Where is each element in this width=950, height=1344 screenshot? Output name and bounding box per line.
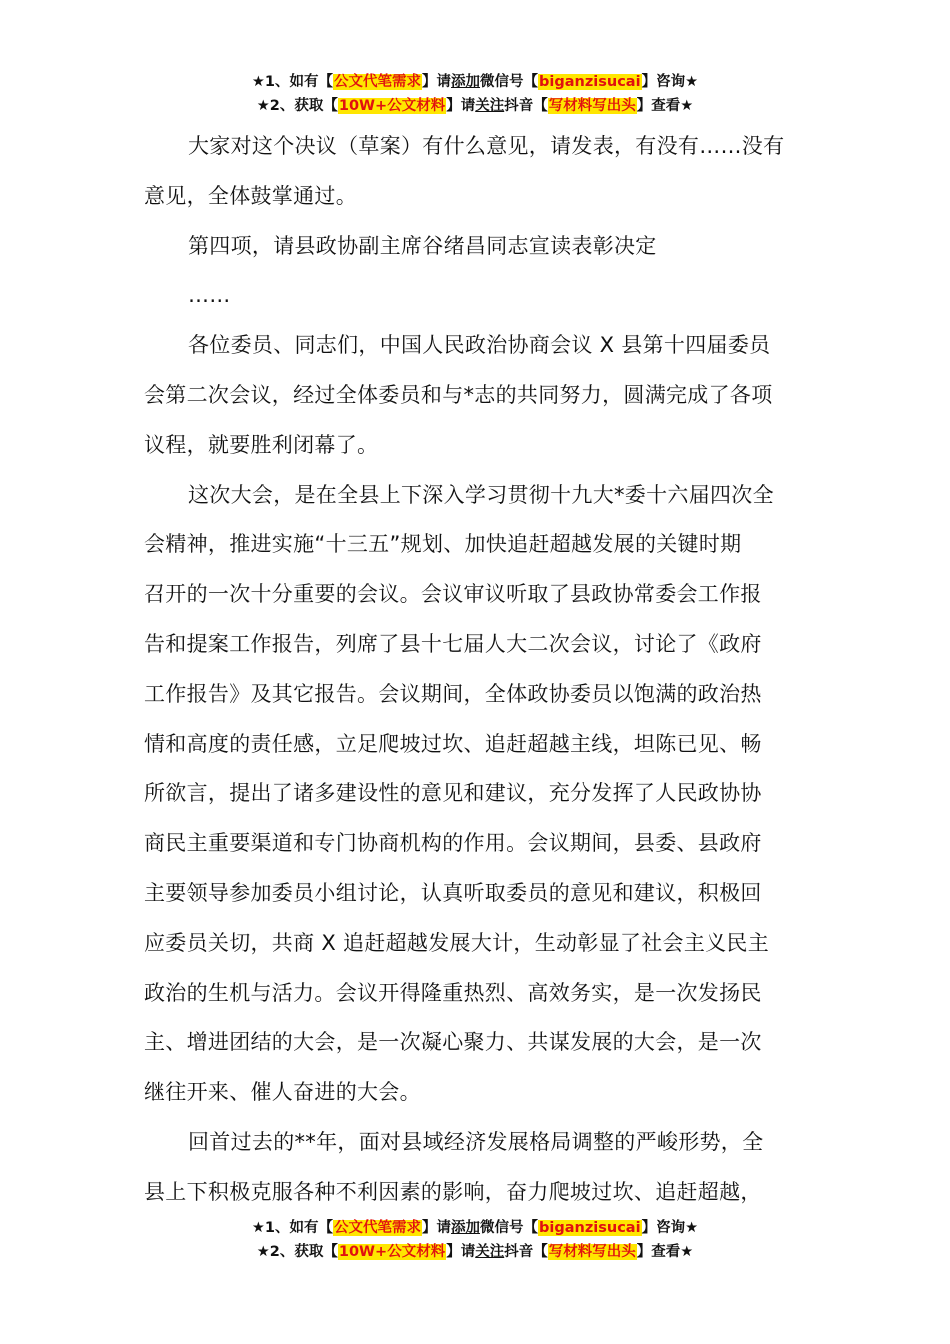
banner-highlight: biganzisucai (539, 1220, 641, 1236)
banner-text: 添加 (451, 1220, 481, 1236)
banner-text: ★1、如有【 (251, 74, 334, 90)
banner-highlight: biganzisucai (539, 74, 641, 90)
document-body (144, 122, 806, 1218)
paragraph-line: 政治的生机与活力。会议开得隆重热烈、高效务实，是一次发扬民 (144, 980, 762, 1005)
paragraph-line: 主要领导参加委员小组讨论，认真听取委员的意见和建议，积极回 (144, 880, 762, 905)
paragraph-line: 县上下积极克服各种不利因素的影响，奋力爬坡过坎、追赶超越， (144, 1179, 762, 1204)
paragraph-line: 工作报告》及其它报告。会议期间，全体政协委员以饱满的政治热 (144, 681, 762, 706)
paragraph (144, 122, 806, 222)
paragraph-line: 大家对这个决议（草案）有什么意见，请发表，有没有……没有 (188, 134, 785, 158)
banner-text: 】咨询★ (641, 74, 699, 90)
paragraph-line: 召开的一次十分重要的会议。会议审议听取了县政协常委会工作报 (144, 582, 762, 607)
banner-highlight: 写材料写出头 (548, 98, 636, 114)
banner-text: 】请 (446, 1244, 476, 1260)
paragraph-line: …… (188, 283, 231, 308)
banner-text: 添加 (451, 74, 481, 90)
paragraph-line: 商民主重要渠道和专门协商机构的作用。会议期间，县委、县政府 (144, 831, 762, 856)
banner-highlight: 10W+公文材料 (338, 98, 446, 114)
paragraph-line: 情和高度的责任感，立足爬坡过坎、追赶超越主线，坦陈已见、畅 (144, 731, 762, 756)
paragraph-line: 这次大会，是在全县上下深入学习贯彻十九大*委十六届四次全 (188, 482, 774, 507)
banner-text: 】请 (446, 98, 476, 114)
paragraph (144, 271, 806, 321)
paragraph (144, 1118, 806, 1218)
paragraph (144, 222, 806, 272)
banner-highlight: 公文代笔需求 (334, 1220, 422, 1236)
banner-text: ★1、如有【 (251, 1220, 334, 1236)
banner-highlight: 10W+公文材料 (338, 1244, 446, 1260)
paragraph (144, 471, 806, 1118)
paragraph-line: 告和提案工作报告，列席了县十七届人大二次会议，讨论了《政府 (144, 631, 762, 656)
banner-line-1 (0, 1216, 950, 1240)
paragraph-line: 会第二次会议，经过全体委员和与*志的共同努力，圆满完成了各项 (144, 382, 773, 407)
footer-banner (0, 1216, 950, 1264)
banner-highlight: 写材料写出头 (548, 1244, 636, 1260)
banner-text: ★2、获取【 (256, 1244, 338, 1260)
banner-text: 】查看★ (636, 1244, 694, 1260)
banner-line-2 (0, 94, 950, 118)
banner-text: 抖音【 (504, 98, 548, 114)
header-banner (0, 70, 950, 118)
banner-text: ★2、获取【 (256, 98, 338, 114)
banner-line-2 (0, 1240, 950, 1264)
paragraph-line: 回首过去的**年，面对县域经济发展格局调整的严峻形势，全 (188, 1129, 764, 1154)
paragraph (144, 321, 806, 470)
banner-highlight: 公文代笔需求 (334, 74, 422, 90)
banner-text: 抖音【 (504, 1244, 548, 1260)
banner-text: 关注 (475, 1244, 505, 1260)
paragraph-line: 继往开来、催人奋进的大会。 (144, 1080, 421, 1105)
paragraph-line: 第四项，请县政协副主席谷绪昌同志宣读表彰决定 (188, 233, 657, 258)
paragraph-line: 所欲言，提出了诸多建设性的意见和建议，充分发挥了人民政协协 (144, 781, 762, 806)
paragraph-line: 主、增进团结的大会，是一次凝心聚力、共谋发展的大会，是一次 (144, 1030, 762, 1055)
banner-text: 】查看★ (636, 98, 694, 114)
paragraph-line: 议程，就要胜利闭幕了。 (144, 432, 379, 457)
banner-line-1 (0, 70, 950, 94)
paragraph-line: 应委员关切，共商 X 追赶超越发展大计，生动彰显了社会主义民主 (144, 930, 770, 955)
banner-text: 】请 (422, 1220, 452, 1236)
banner-text: 微信号【 (480, 1220, 539, 1236)
paragraph-line: 各位委员、同志们，中国人民政治协商会议 X 县第十四届委员 (188, 333, 771, 358)
banner-text: 微信号【 (480, 74, 539, 90)
paragraph-line: 会精神，推进实施“十三五”规划、加快追赶超越发展的关键时期 (144, 532, 742, 557)
banner-text: 关注 (475, 98, 505, 114)
paragraph-line: 意见，全体鼓掌通过。 (144, 183, 357, 208)
banner-text: 】请 (422, 74, 452, 90)
banner-text: 】咨询★ (641, 1220, 699, 1236)
